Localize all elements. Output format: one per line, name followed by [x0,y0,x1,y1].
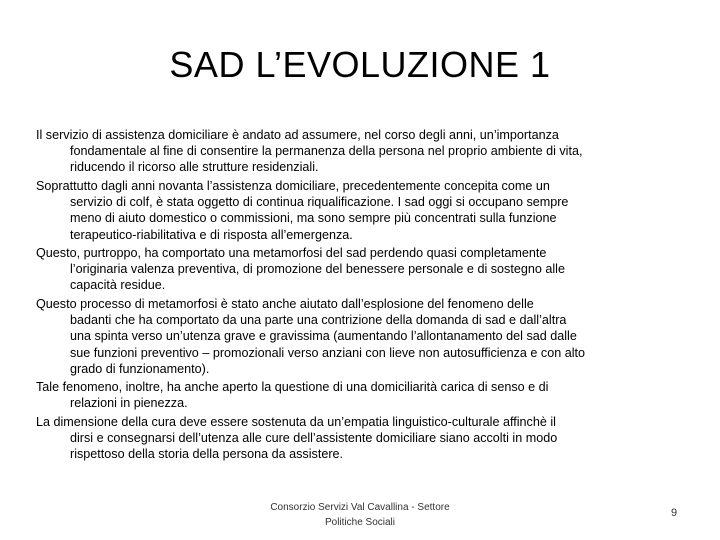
paragraph [36,296,696,377]
paragraph-line: rispettoso della storia della persona da assistere. [70,447,344,462]
page-number: 9 [670,507,678,519]
paragraph-line: servizio di colf, è stata oggetto di continua riqualificazione. I sad oggi si occupano sempre [70,195,569,210]
slide-title: SAD L’EVOLUZIONE 1 [169,44,551,85]
paragraph-line: Questo processo di metamorfosi è stato anche aiutato dall’esplosione del fenomeno delle [36,296,534,311]
paragraph-line: relazioni in pienezza. [70,396,188,411]
paragraph-line: capacità residue. [70,278,166,293]
paragraph-line: riducendo il ricorso alle strutture residenziali. [70,160,319,175]
paragraph-line: Soprattutto dagli anni novanta l’assistenza domiciliare, precedentemente concepita come un [36,178,550,193]
paragraph-line: fondamentale al fine di consentire la permanenza della persona nel proprio ambiente di vita, [70,144,583,159]
footer-line-1: Consorzio Servizi Val Cavallina - Settore [270,502,450,513]
paragraph [36,379,696,411]
footer [250,500,470,530]
paragraph-line: Questo, purtroppo, ha comportato una metamorfosi del sad perdendo quasi completamente [36,246,547,261]
paragraph-line: una spinta verso un’utenza grave e gravissima (aumentando l’allontanamento del sad dalle [70,329,577,344]
paragraph-line: terapeutico-riabilitativa e di risposta all’emergenza. [70,227,353,242]
paragraph [36,245,696,294]
paragraph-line: Il servizio di assistenza domiciliare è andato ad assumere, nel corso degli anni, un’importanza [36,128,559,142]
paragraph-line: Tale fenomeno, inoltre, ha anche aperto la questione di una domiciliarità carica di senso e di [36,380,549,395]
paragraph [36,127,696,176]
paragraph-line: meno di aiuto domestico o commissioni, ma sono sempre più concentrati sulla funzione [70,211,557,226]
paragraph-line: badanti che ha comportato da una parte una contrizione della domanda di sad e dall’altra [70,313,567,328]
paragraph-line: l’originaria valenza preventiva, di promozione del benessere personale e di sostegno alle [70,262,565,277]
paragraph-line: dirsi e consegnarsi dell’utenza alle cure dell’assistente domiciliare siano accolti in modo [70,431,558,446]
paragraph-line: sue funzioni preventivo – promozionali verso anziani con lieve non autosufficienza e con alto [70,345,586,360]
paragraph [36,178,696,243]
footer-line-2: Politiche Sociali [324,517,396,528]
slide-body [36,127,696,465]
paragraph [36,414,696,463]
paragraph-line: La dimensione della cura deve essere sostenuta da un’empatia linguistico-culturale affinchè il [36,414,556,429]
paragraph-line: grado di funzionamento). [70,361,210,376]
